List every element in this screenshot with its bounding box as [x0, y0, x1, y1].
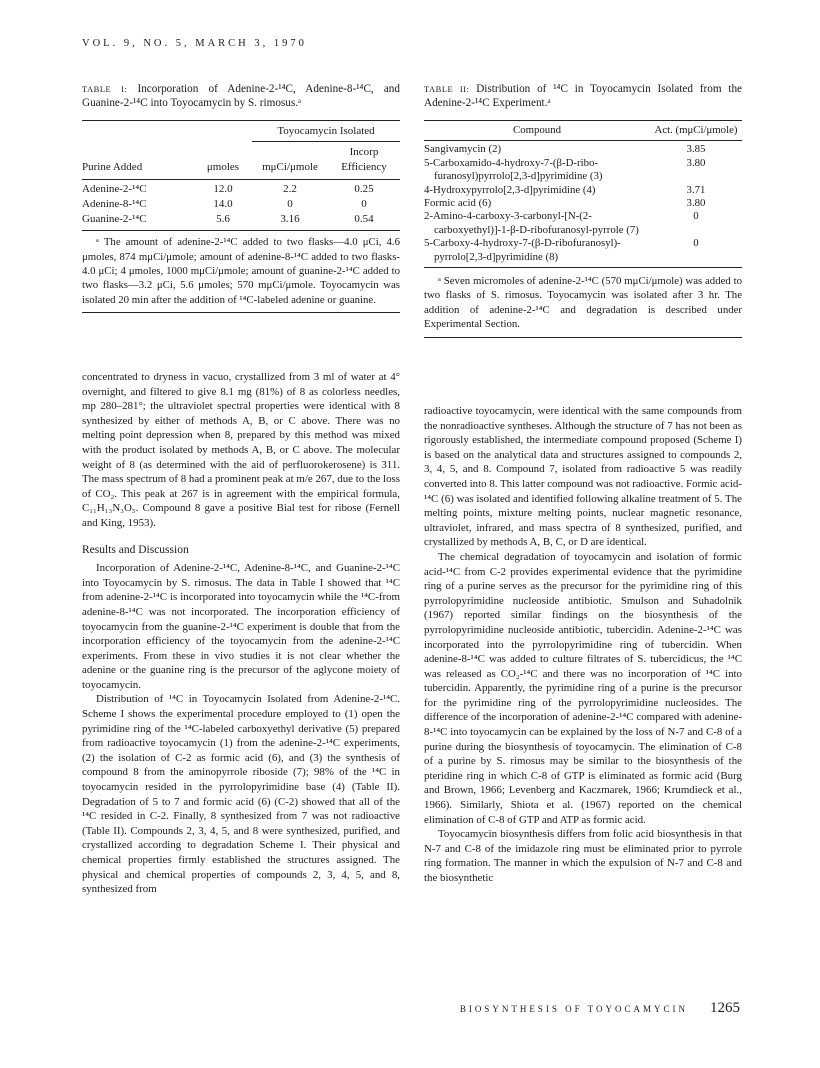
table1-col-umoles: μmoles: [206, 161, 240, 174]
table1-bottom-rule: [82, 312, 400, 313]
table-row: [424, 197, 742, 210]
table-row: [82, 179, 400, 197]
table1-caption: [82, 82, 400, 110]
table-cell: Formic acid (6): [424, 197, 492, 210]
table2-footnote: ᵃ Seven micromoles of adenine-2-¹⁴C (570 mμCi/μmole) was added to two flasks of S. rimosus. Toyocamycin was isolated after 3 hr. The addition of adenine-2-¹⁴C and degradation is described under Experimental Section.: [424, 275, 742, 331]
page-number: 1265: [710, 1000, 740, 1016]
table-row: [424, 184, 742, 197]
table2: [424, 124, 742, 268]
body-paragraph: Distribution of ¹⁴C in Toyocamycin Isolated from Adenine-2-¹⁴C. Scheme I shows the experimental procedure employed to (1) open the pyrimidine ring of the ¹⁴C-labeled carboxyethyl derivative (5) prepared from radioactive toyocamycin (1) from the adenine-2-¹⁴C experiments, (2) the isolation of C-2 as formic acid (6), and (3) the synthesis of compound 8 from the aminopyrrole riboside (7); 98% of the ¹⁴C in toyocamycin resided in the pyrrolopyrimidine base (4) (Table II). Degradation of 5 to 7 and formic acid (6) (C-2) showed that all of the ¹⁴C resided in C-2. Finally, 8 synthesized from 7 was not radioactive (Table II). Compounds 2, 3, 4, 5, and 8 were synthesized, purified, and crystallized according to degradation Scheme I. Their physical and chemical properties firmly established the structures assigned. The physical and chemical properties of compounds 2, 3, 4, 5, and 8, synthesized from: [82, 693, 400, 896]
table1-col-purine: Purine Added: [82, 161, 143, 174]
table-cell: 0: [287, 197, 293, 210]
footer-title: BIOSYNTHESIS OF TOYOCAMYCIN: [459, 1004, 688, 1014]
table-cell: 2-Amino-4-carboxy-3-carbonyl-[N-(2-carboxyethyl)]-1-β-D-ribofuranosyl-pyrrole (7): [424, 210, 639, 236]
body-paragraph: radioactive toyocamycin, were identical with the same compounds from the nonradioactive syntheses. Although the structure of 7 has not been as rigorously established, the intermediate compound proposed (Scheme I) is based on the analytical data and structures assigned to compounds 2, 3, 4, 5, and 8. Compound 7, isolated from radioactive 5 was readily converted into 8. This latter compound was not radioactive. Formic acid-¹⁴C (6) was isolated and identified following alkaline treatment of 5. The melting points, mixture melting points, nuclear magnetic resonance, ultraviolet, infrared, and mass spectra of 8 synthesized, purified, and crystallized by methods A, B, C, or D are identical.: [424, 405, 742, 549]
table2-block: [424, 82, 742, 338]
table-cell: 5.6: [216, 213, 230, 226]
table-row: [424, 210, 742, 237]
table1-top-rule: [82, 120, 400, 121]
table1-group-header-row: [82, 124, 400, 142]
table2-caption: [424, 82, 742, 110]
table-cell: 2.2: [283, 182, 297, 195]
table1-incorp-label: Incorp: [349, 146, 379, 159]
table1-col-activity: mμCi/μmole: [262, 161, 318, 174]
running-head: VOL. 9, NO. 5, MARCH 3, 1970: [82, 38, 307, 49]
table-cell: 0.54: [354, 213, 374, 226]
table-row: [82, 212, 400, 231]
body-paragraph: Toyocamycin biosynthesis differs from folic acid biosynthesis in that N-7 and C-8 of the imidazole ring must be eliminated prior to pyrrole ring formation. The manner in which the expulsion of N-7 and C-8 and the biosynthetic: [424, 828, 742, 884]
table-row: [424, 157, 742, 184]
table2-caption-text: Distribution of ¹⁴C in Toyocamycin Isolated from the Adenine-2-¹⁴C Experiment.ᵃ: [424, 83, 743, 109]
table2-label: TABLE II:: [424, 84, 470, 94]
table2-header-row: [424, 124, 742, 141]
table-row: [424, 237, 742, 267]
table-cell: 5-Carboxamido-4-hydroxy-7-(β-D-ribo-furanosyl)pyrrolo[2,3-d]pyrimidine (3): [424, 156, 603, 183]
table-cell: 3.16: [280, 213, 300, 226]
table-row: [424, 141, 742, 157]
body-paragraph: concentrated to dryness in vacuo, crystallized from 3 ml of water at 4° overnight, and filtered to give 8.1 mg (81%) of 8 as colorless needles, mp 280–281°; the ultraviolet spectral properties were identical with 8 synthesized by either of methods A, B, or C above. There was no melting point depression when 8, prepared by this method was mixed with the product isolated by methods A, B, or C above. The molecular weight of 8 (as determined with the aid of perfluorokerosene) is 311. The mass spectrum of 8 had a prominent peak at m/e 267, due to the loss of CO₂. This peak at 267 is in agreement with the empirical formula, C₁₁H₁₃N₃O₅. Compound 8 gave a positive Bial test for ribose (Fernell and King, 1953).: [82, 371, 400, 529]
table-cell: 0: [693, 237, 699, 250]
table-cell: 3.80: [686, 197, 706, 210]
table-cell: 0.25: [354, 182, 374, 195]
table1: [82, 124, 400, 231]
table-cell: 3.80: [686, 156, 706, 169]
left-body-column: [82, 370, 400, 897]
table-cell: Guanine-2-¹⁴C: [82, 213, 147, 226]
table2-bottom-rule: [424, 337, 742, 338]
page-footer: [460, 1000, 740, 1017]
table-row: [82, 197, 400, 212]
table-cell: 3.85: [686, 143, 706, 156]
table1-group-header: Toyocamycin Isolated: [252, 124, 400, 142]
table-cell: 4-Hydroxypyrrolo[2,3-d]pyrimidine (4): [424, 183, 596, 196]
table-cell: 14.0: [213, 197, 233, 210]
table-cell: 0: [693, 210, 699, 223]
table-cell: Sangivamycin (2): [424, 143, 502, 156]
table2-top-rule: [424, 120, 742, 121]
table-cell: 3.71: [686, 183, 706, 196]
table1-header-row: [82, 160, 400, 179]
table1-caption-text: Incorporation of Adenine-2-¹⁴C, Adenine-8-¹⁴C, and Guanine-2-¹⁴C into Toyocamycin by S. rimosus.ᵃ: [82, 83, 400, 109]
table2-col-activity: Act. (mμCi/μmole): [654, 124, 738, 136]
section-heading: Results and Discussion: [82, 543, 189, 556]
table2-col-compound: Compound: [513, 124, 561, 136]
body-paragraph: Incorporation of Adenine-2-¹⁴C, Adenine-8-¹⁴C, and Guanine-2-¹⁴C into Toyocamycin by S. rimosus. The data in Table I showed that ¹⁴C from adenine-2-¹⁴C is incorporated into toyocamycin while the ¹⁴C-from adenine-8-¹⁴C was not incorporated. The incorporation efficiency of toyocamycin from the guanine-2-¹⁴C experiment is double that from the incorporation efficiency of the toyocamycin from the adenine-2-¹⁴C experiments. From these in vivo studies it is not clear whether the adenine or the guanine ring is the precursor of the aglycone moiety of toyocamycin.: [82, 562, 400, 691]
right-body-column: [424, 404, 742, 886]
table1-col-efficiency: Efficiency: [341, 161, 387, 174]
body-paragraph: The chemical degradation of toyocamycin and isolation of formic acid-¹⁴C from C-2 provides experimental evidence that the pyrimidine ring of a purine serves as the precursor for the pyrimidine ring of this pyrrolopyrimidine nucleoside antibiotic. Smulson and Suhadolnik (1967) reported similar findings on the biosynthesis of the pyrrolopyrimidine nucleoside antibiotic, tubercidin. Adenine-2-¹⁴C was incorporated into the pyrrolopyrimidine ring of tubercidin. When adenine-8-¹⁴C was added to culture filtrates of S. tubercidicus, the ¹⁴C was released as CO₂-¹⁴C and there was no incorporation of ¹⁴C into tubercidin. Apparently, the pyrimidine ring of a purine is the precursor for the pyrimidine ring of the pyrrolopyrimidine nucleosides. The difference of the incorporation of adenine-2-¹⁴C compared with adenine-8-¹⁴C into toyocamycin can be explained by the loss of N-7 and C-8 of a purine during the biosynthesis of toyocamycin. The elimination of C-8 of a purine by S. rimosus may be similar to the biosynthesis of the pteridine ring in which C-8 of GTP is eliminated as formic acid (Burg and Brown, 1966; Levenberg and Kaczmarek, 1966; Krumdieck et al., 1966). Similarly, Shiota et al. (1967) reported on the chemical elimination of C-8 of GTP and ATP as formic acid.: [424, 550, 742, 826]
table-cell: 5-Carboxy-4-hydroxy-7-(β-D-ribofuranosyl)-pyrrolo[2,3-d]pyrimidine (8): [424, 237, 621, 263]
table1-block: [82, 82, 400, 313]
table-cell: Adenine-2-¹⁴C: [82, 182, 147, 195]
table-cell: 12.0: [213, 182, 233, 195]
table1-label: TABLE I:: [82, 84, 128, 94]
table1-footnote: ᵃ The amount of adenine-2-¹⁴C added to two flasks—4.0 μCi, 4.6 μmoles, 874 mμCi/μmole; amount of adenine-8-¹⁴C added to two flasks-4.0 μCi; 4 μmoles, 1000 mμCi/μmole; amount of guanine-2-¹⁴C added to two flasks—3.2 μCi, 5.6 μmoles; 570 mμCi/μmole. Toyocamycin was isolated 20 min after the addition of ¹⁴C-labeled adenine or guanine.: [82, 236, 400, 306]
table-cell: 0: [361, 197, 367, 210]
table-cell: Adenine-8-¹⁴C: [82, 197, 147, 210]
